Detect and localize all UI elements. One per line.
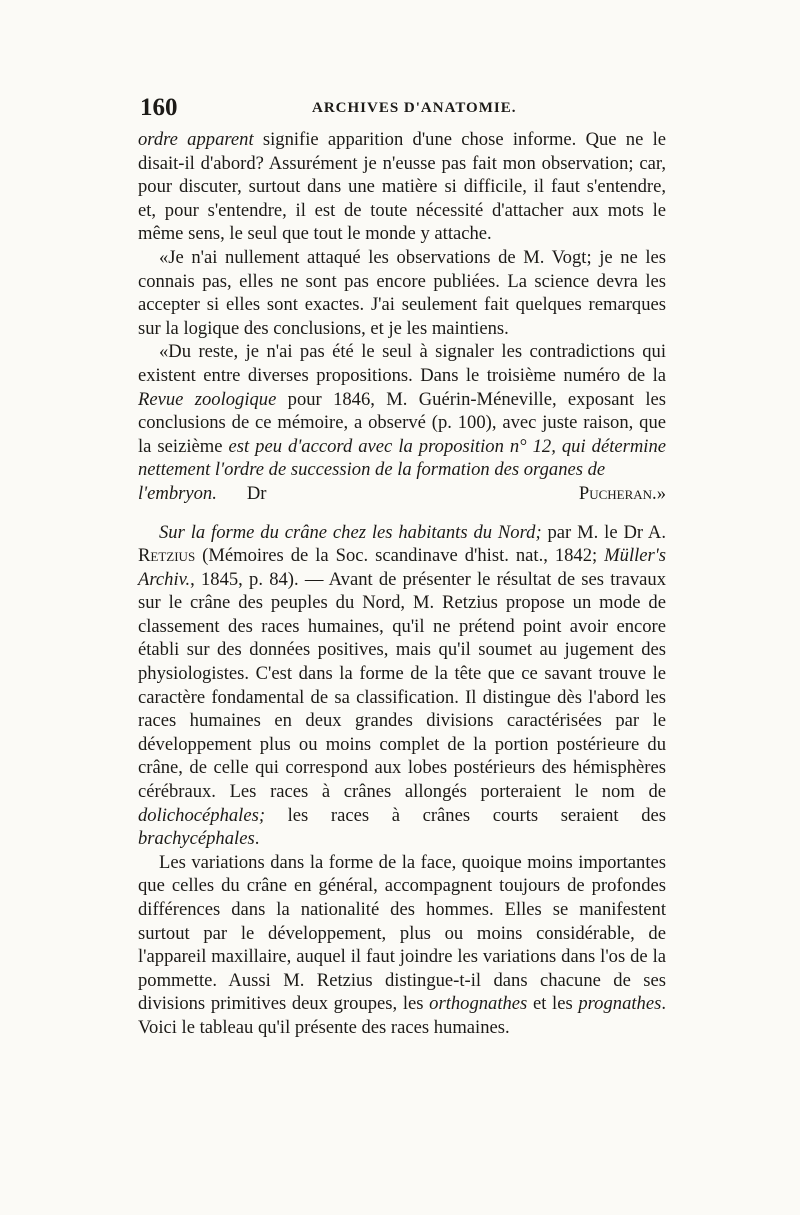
paragraph-1 [138,128,666,246]
quoted-italic: est peu d'accord avec la proposition n° 12, qui détermine nettement l'ordre de succession de la formation des organes de [138,435,666,481]
signature-name: Pucheran. [578,482,657,504]
paragraph-text: signifie apparition d'une chose informe. Que ne le disait-il d'abord? Assurément je n'eusse pas fait mon observation; car, pour discuter, surtout dans une matière si difficile, il faut s'entendre, et, pour s'entendre, il est de toute nécessité d'attacher aux mots le même sens, le seul que tout le monde y attache. [138,129,667,245]
paragraph-text: et les [527,993,579,1015]
quoted-italic-end: l'embryon. [138,482,217,504]
closing-quote: » [656,482,666,504]
paragraph-3 [138,340,666,482]
signature-line [138,482,666,506]
paragraph-text: «Je n'ai nullement attaqué les observations de M. Vogt; je ne les connais pas, elles ne sont pas encore publiées. La science devra les accepter si elles sont exactes. J'ai seulement fait quelques remarques sur la logique des conclusions, et je les maintiens. [138,246,666,339]
page-number: 160 [140,94,178,121]
paragraph-2 [138,246,666,340]
paragraph-text: (Mémoires de la Soc. scandinave d'hist. nat., 1842; [195,545,605,567]
page-header [140,94,668,124]
signature [217,483,666,504]
term-italic: dolichocéphales; [138,804,266,826]
paragraph-text: «Du reste, je n'ai pas été le seul à signaler les contradictions qui existent entre diverses propositions. Dans le troisième numéro de la [138,341,666,386]
paragraph-4 [138,521,666,851]
term-italic: brachycéphales [138,828,255,850]
paragraph-text: par M. le Dr A. [541,521,666,543]
paragraph-text: les races à crânes courts seraient des [265,804,666,826]
signature-title: Dr [246,482,267,504]
running-title: ARCHIVES D'ANATOMIE. [312,100,517,116]
article-title: Sur la forme du crâne chez les habitants du Nord; [159,521,542,543]
paragraph-text: Les variations dans la forme de la face, quoique moins importantes que celles du crâne en général, accompagnent toujours de profondes différences dans la nationalité des hommes. Elles se manifestent surtout par le développement, plus ou moins considérable, de l'appareil maxillaire, auquel il faut joindre les variations dans l'os de la pommette. Aussi M. Retzius distingue-t-il dans chacune de ses divisions primitives deux groupes, les [138,851,666,1015]
page-body [138,128,666,1040]
paragraph-text: , 1845, p. 84). — Avant de présenter le résultat de ses travaux sur le crâne des peuples du Nord, M. Retzius propose un mode de classement des races humaines, qu'il ne prétend point avoir encore établi sur des données positives, mais qu'il soumet au jugement des physiologistes. C'est dans la forme de la tête que ce savant trouve le caractère fondamental de sa classification. Il distingue dès l'abord les races humaines en deux grandes divisions caractérisées par le développement plus ou moins complet de la portion postérieure du crâne, de celle qui correspond aux lobes postérieurs des hémisphères cérébraux. Les races à crânes allongés porteraient le nom de [138,568,666,803]
term-italic: orthognathes [429,993,528,1015]
paragraph-text: . [254,828,260,850]
paragraph-text: pour 1846, M. Guérin-Méneville, exposant les conclusions de ce mémoire, a observé (p. 100), avec juste raison, que la seizième [138,388,666,457]
journal-title: Revue zoologique [138,388,277,410]
paragraph-text: . Voici le tableau qu'il présente des races humaines. [138,993,666,1038]
author-name: Retzius [138,545,196,567]
term-italic: prognathes [578,993,662,1015]
paragraph-5 [138,851,666,1040]
italic-text: ordre apparent [138,129,254,150]
journal-title: Müller's Archiv. [138,545,666,590]
